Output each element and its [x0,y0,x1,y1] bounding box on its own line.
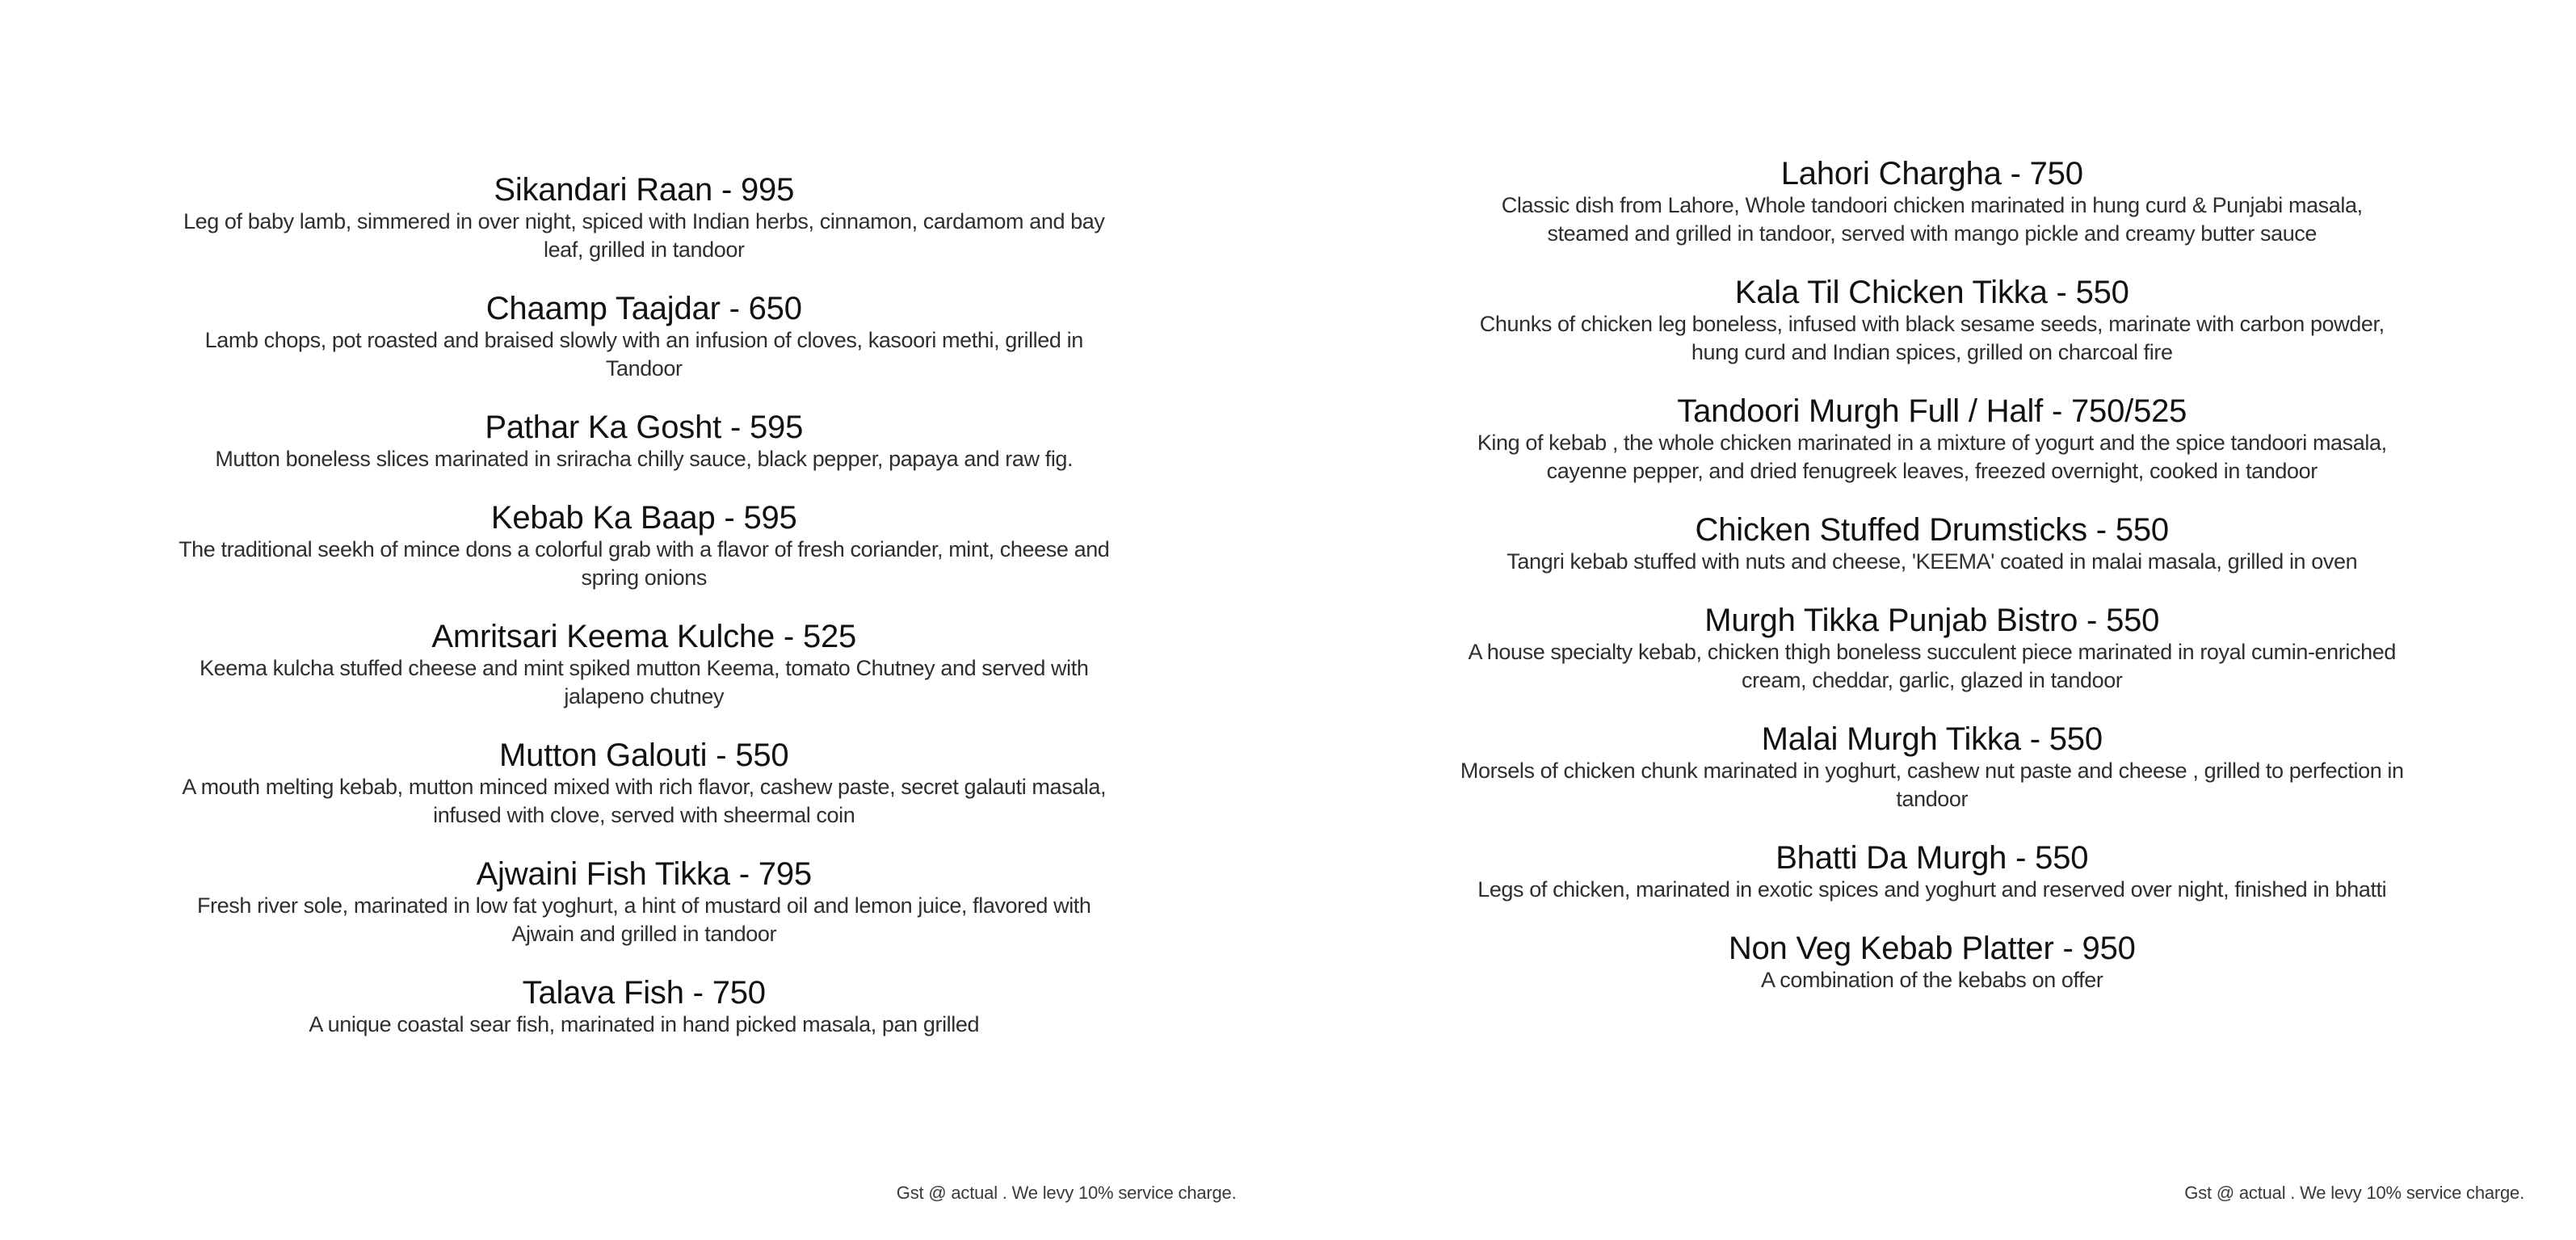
menu-item-description: A combination of the kebabs on offer [1761,968,2103,992]
menu-item-description: The traditional seekh of mince dons a colorful grab with a flavor of fresh coriander, mint, cheese and spring onions [179,537,1110,590]
menu-item-description: Lamb chops, pot roasted and braised slowly with an infusion of cloves, kasoori methi, grilled in Tandoor [204,328,1083,380]
menu-item-title: Kala Til Chicken Tikka - 550 [1734,275,2129,310]
menu-item-title: Murgh Tikka Punjab Bistro - 550 [1704,603,2160,638]
menu-item-description: Mutton boneless slices marinated in sriracha chilly sauce, black pepper, papaya and raw fig. [215,447,1074,471]
menu-item-title: Sikandari Raan - 995 [494,172,795,208]
menu-item-title: Ajwaini Fish Tikka - 795 [476,856,812,892]
gst-footer-note: Gst @ actual . We levy 10% service charge. [896,1183,1237,1203]
gst-footer-note: Gst @ actual . We levy 10% service charge. [2184,1183,2524,1203]
menu-item-description: Morsels of chicken chunk marinated in yoghurt, cashew nut paste and cheese , grilled to perfection in tandoor [1460,759,2404,811]
menu-item-description: Classic dish from Lahore, Whole tandoori chicken marinated in hung curd & Punjabi masala, steamed and grilled in tandoor, served with mango pickle and creamy butter sauce [1501,193,2363,246]
menu-item-title: Bhatti Da Murgh - 550 [1775,840,2089,876]
menu-item [1460,512,2405,576]
menu-item-title: Amritsari Keema Kulche - 525 [431,619,857,654]
menu-item-title: Mutton Galouti - 550 [499,738,789,773]
menu-item [1460,393,2405,485]
menu-item-description: A mouth melting kebab, mutton minced mixed with rich flavor, cashew paste, secret galauti masala, infused with clove, served with sheermal coin [182,775,1107,827]
menu-column-left [171,0,1116,1039]
menu-item-title: Non Veg Kebab Platter - 950 [1728,931,2136,966]
menu-item-description: Chunks of chicken leg boneless, infused with black sesame seeds, marinate with carbon powder, hung curd and Indian spices, grilled on charcoal fire [1479,312,2385,364]
menu-item [1460,603,2405,695]
menu-item [1460,156,2405,248]
menu-item [171,856,1116,948]
menu-item-title: Kebab Ka Baap - 595 [490,500,797,536]
menu-item-title: Talava Fish - 750 [522,975,766,1011]
menu-item [1460,840,2405,904]
menu-item [1460,721,2405,813]
menu-item [1460,931,2405,994]
menu-item [171,975,1116,1039]
menu-item-title: Pathar Ka Gosht - 595 [485,410,804,445]
menu-item-title: Chaamp Taajdar - 650 [485,291,802,326]
menu-item [1460,275,2405,367]
menu-page-right [1288,0,2576,1240]
menu-item-title: Tandoori Murgh Full / Half - 750/525 [1677,393,2187,429]
menu-item [171,619,1116,711]
menu-item-title: Chicken Stuffed Drumsticks - 550 [1695,512,2169,548]
menu-item [171,738,1116,830]
menu-item [171,410,1116,473]
menu-item-description: A unique coastal sear fish, marinated in hand picked masala, pan grilled [309,1012,980,1036]
menu-item-description: A house specialty kebab, chicken thigh boneless succulent piece marinated in royal cumin-enriched cream, cheddar, garlic, glazed in tandoor [1468,640,2396,692]
menu-item [171,500,1116,592]
menu-item [171,172,1116,264]
menu-item-description: Fresh river sole, marinated in low fat yoghurt, a hint of mustard oil and lemon juice, flavored with Ajwain and grilled in tandoor [196,893,1091,946]
menu-item-description: Legs of chicken, marinated in exotic spices and yoghurt and reserved over night, finished in bhatti [1477,877,2387,902]
menu-item-description: Keema kulcha stuffed cheese and mint spiked mutton Keema, tomato Chutney and served with jalapeno chutney [200,656,1089,708]
menu-item-title: Malai Murgh Tikka - 550 [1761,721,2103,757]
menu-item [171,291,1116,383]
menu-item-description: King of kebab , the whole chicken marinated in a mixture of yogurt and the spice tandoori masala, cayenne pepper, and dried fenugreek leaves, freezed overnight, cooked in tandoor [1477,431,2387,483]
menu-item-description: Tangri kebab stuffed with nuts and cheese, 'KEEMA' coated in malai masala, grilled in oven [1507,549,2358,574]
menu-item-description: Leg of baby lamb, simmered in over night, spiced with Indian herbs, cinnamon, cardamom and bay leaf, grilled in tandoor [183,209,1105,262]
menu-item-title: Lahori Chargha - 750 [1780,156,2083,191]
menu-column-right [1460,0,2405,994]
